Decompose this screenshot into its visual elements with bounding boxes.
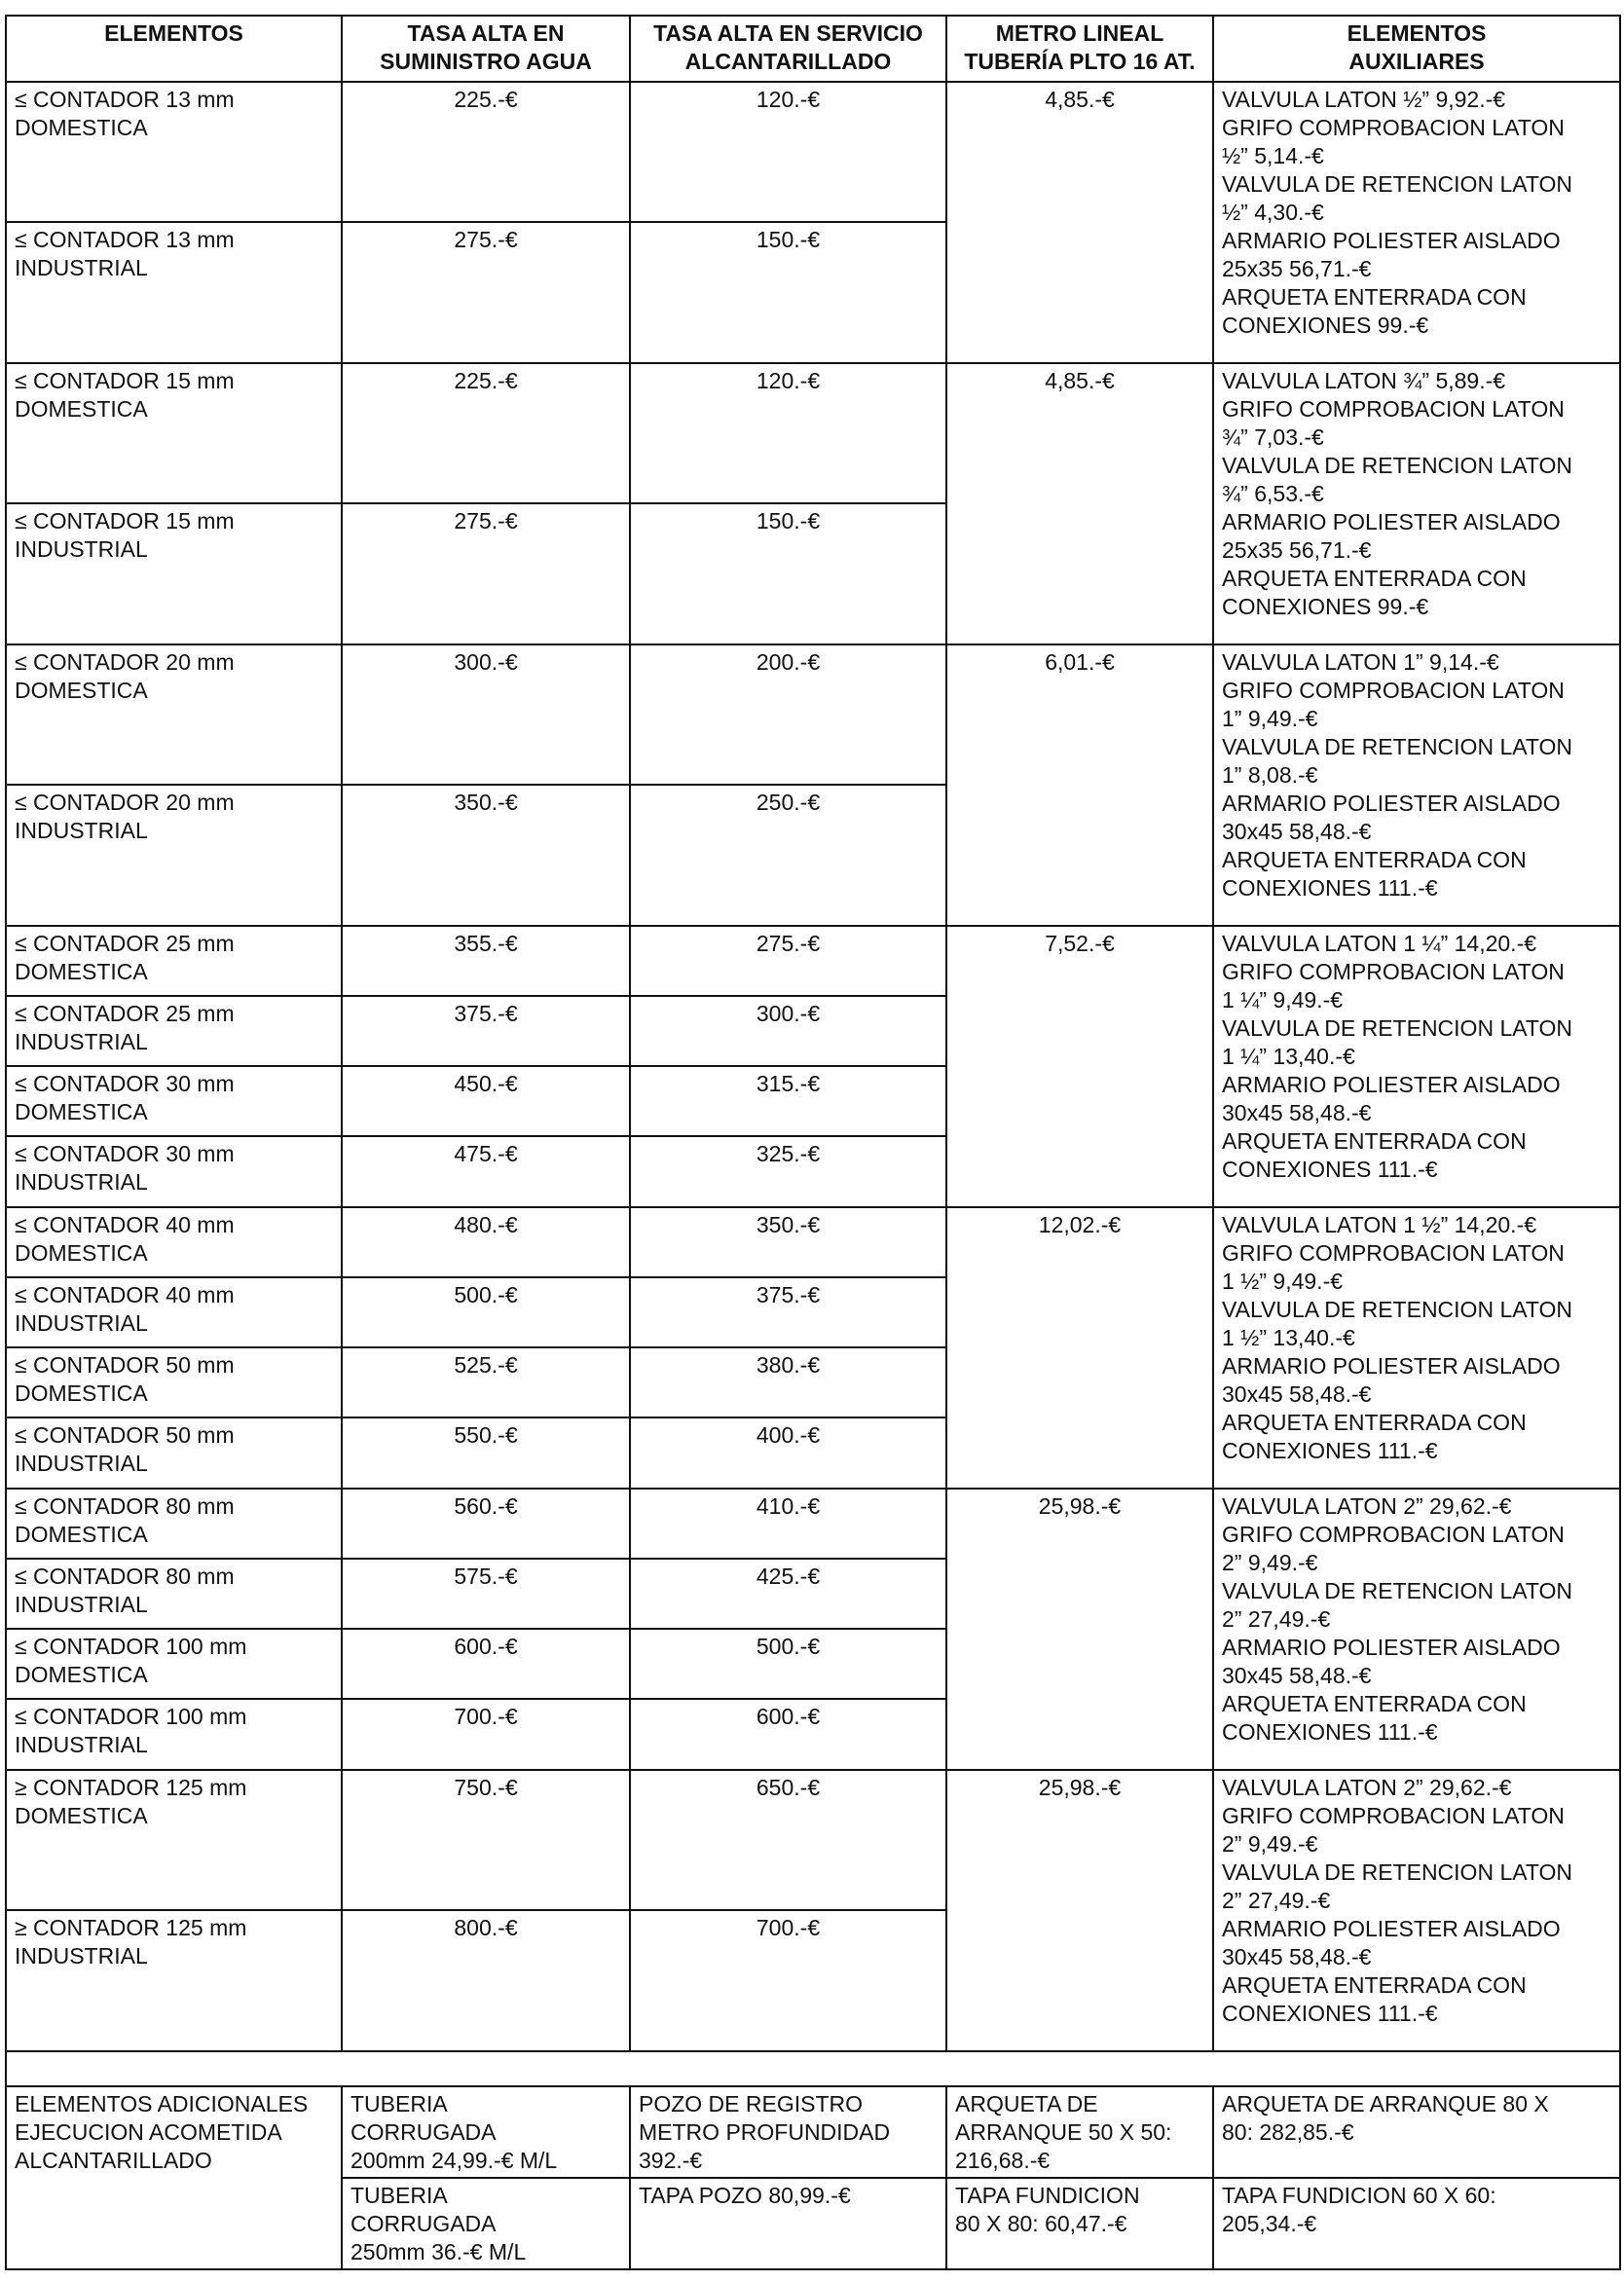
cell-suministro: 800.-€ [342, 1910, 630, 2051]
cell-elemento: ≤ CONTADOR 80 mm DOMESTICA [6, 1489, 342, 1559]
cell-elemento: ≤ CONTADOR 40 mm INDUSTRIAL [6, 1277, 342, 1347]
aux-item: ARQUETA ENTERRADA CON CONEXIONES 111.-€ [1222, 847, 1527, 901]
cell-auxiliares [1213, 1489, 1620, 1770]
tariff-table [5, 15, 1621, 2270]
cell-alcantarillado: 650.-€ [630, 1770, 946, 1910]
cell-alcantarillado: 325.-€ [630, 1136, 946, 1207]
cell-alcantarillado: 700.-€ [630, 1910, 946, 2051]
cell-suministro: 450.-€ [342, 1066, 630, 1136]
cell-suministro: 550.-€ [342, 1417, 630, 1489]
cell-elemento: ≤ CONTADOR 20 mm DOMESTICA [6, 644, 342, 785]
cell-metro-lineal: 4,85.-€ [946, 82, 1213, 363]
cell-adicional [630, 2086, 946, 2178]
cell-elemento: ≤ CONTADOR 25 mm INDUSTRIAL [6, 996, 342, 1066]
table-row [6, 1207, 1620, 1277]
cell-adicional [1213, 2086, 1620, 2178]
aux-item: ARQUETA ENTERRADA CON CONEXIONES 111.-€ [1222, 1410, 1527, 1463]
cell-metro-lineal: 6,01.-€ [946, 644, 1213, 926]
aux-item: GRIFO COMPROBACION LATON 1 ½” 9,49.-€ [1222, 1240, 1565, 1294]
cell-alcantarillado: 375.-€ [630, 1277, 946, 1347]
adicional-text: TUBERIA CORRUGADA 200mm 24,99.-€ M/L [351, 2091, 558, 2173]
cell-auxiliares [1213, 926, 1620, 1207]
cell-adicional [946, 2086, 1213, 2178]
adicional-text: TAPA FUNDICION 60 X 60: 205,34.-€ [1222, 2183, 1496, 2236]
aux-item: ARQUETA ENTERRADA CON CONEXIONES 111.-€ [1222, 1128, 1527, 1182]
table-row [6, 926, 1620, 996]
cell-alcantarillado: 400.-€ [630, 1417, 946, 1489]
aux-item: VALVULA DE RETENCION LATON ½” 4,30.-€ [1222, 171, 1573, 225]
aux-item: VALVULA DE RETENCION LATON 1” 8,08.-€ [1222, 734, 1573, 788]
aux-item: VALVULA LATON 1 ½” 14,20.-€ [1222, 1212, 1537, 1237]
aux-item: VALVULA DE RETENCION LATON 1 ½” 13,40.-€ [1222, 1297, 1573, 1350]
aux-item: ARQUETA ENTERRADA CON CONEXIONES 99.-€ [1222, 284, 1527, 338]
cell-metro-lineal: 4,85.-€ [946, 363, 1213, 644]
cell-adicional [342, 2086, 630, 2178]
cell-adicional [946, 2178, 1213, 2269]
cell-elemento: ≤ CONTADOR 20 mm INDUSTRIAL [6, 785, 342, 926]
cell-suministro: 560.-€ [342, 1489, 630, 1559]
aux-item: GRIFO COMPROBACION LATON 1” 9,49.-€ [1222, 678, 1565, 731]
cell-suministro: 500.-€ [342, 1277, 630, 1347]
aux-item: ARMARIO POLIESTER AISLADO 30x45 58,48.-€ [1222, 1072, 1561, 1125]
cell-alcantarillado: 350.-€ [630, 1207, 946, 1277]
cell-alcantarillado: 150.-€ [630, 222, 946, 363]
cell-adicional [630, 2178, 946, 2269]
cell-suministro: 300.-€ [342, 644, 630, 785]
cell-suministro: 475.-€ [342, 1136, 630, 1207]
adicional-text: ARQUETA DE ARRANQUE 50 X 50: 216,68.-€ [955, 2091, 1172, 2173]
cell-elemento: ≤ CONTADOR 30 mm DOMESTICA [6, 1066, 342, 1136]
cell-suministro: 355.-€ [342, 926, 630, 996]
table-row [6, 1770, 1620, 1910]
cell-suministro: 275.-€ [342, 222, 630, 363]
cell-elemento: ≥ CONTADOR 125 mm DOMESTICA [6, 1770, 342, 1910]
cell-elemento: ≤ CONTADOR 13 mm INDUSTRIAL [6, 222, 342, 363]
cell-alcantarillado: 275.-€ [630, 926, 946, 996]
cell-metro-lineal: 7,52.-€ [946, 926, 1213, 1207]
cell-auxiliares [1213, 1207, 1620, 1489]
aux-item: ARMARIO POLIESTER AISLADO 30x45 58,48.-€ [1222, 1916, 1561, 1969]
aux-item: VALVULA LATON 2” 29,62.-€ [1222, 1775, 1512, 1800]
cell-suministro: 525.-€ [342, 1347, 630, 1417]
cell-elemento: ≤ CONTADOR 80 mm INDUSTRIAL [6, 1559, 342, 1629]
aux-item: ARMARIO POLIESTER AISLADO 25x35 56,71.-€ [1222, 509, 1561, 563]
aux-item: VALVULA DE RETENCION LATON ¾” 6,53.-€ [1222, 453, 1573, 506]
cell-suministro: 700.-€ [342, 1699, 630, 1770]
cell-auxiliares [1213, 644, 1620, 926]
aux-item: ARMARIO POLIESTER AISLADO 30x45 58,48.-€ [1222, 1353, 1561, 1407]
cell-suministro: 575.-€ [342, 1559, 630, 1629]
table-row-adicionales [6, 2086, 1620, 2178]
cell-adicional [1213, 2178, 1620, 2269]
aux-item: VALVULA DE RETENCION LATON 2” 27,49.-€ [1222, 1578, 1573, 1632]
adicional-text: TAPA POZO 80,99.-€ [639, 2183, 851, 2208]
aux-item: ARMARIO POLIESTER AISLADO 25x35 56,71.-€ [1222, 228, 1561, 281]
cell-suministro: 350.-€ [342, 785, 630, 926]
aux-item: GRIFO COMPROBACION LATON 1 ¼” 9,49.-€ [1222, 959, 1565, 1012]
cell-alcantarillado: 120.-€ [630, 82, 946, 222]
cell-alcantarillado: 410.-€ [630, 1489, 946, 1559]
table-row [6, 644, 1620, 785]
aux-item: ARQUETA ENTERRADA CON CONEXIONES 99.-€ [1222, 566, 1527, 619]
cell-metro-lineal: 25,98.-€ [946, 1489, 1213, 1770]
cell-elemento: ≤ CONTADOR 100 mm INDUSTRIAL [6, 1699, 342, 1770]
cell-elemento: ≤ CONTADOR 50 mm INDUSTRIAL [6, 1417, 342, 1489]
aux-item: VALVULA DE RETENCION LATON 2” 27,49.-€ [1222, 1859, 1573, 1913]
aux-item: GRIFO COMPROBACION LATON 2” 9,49.-€ [1222, 1522, 1565, 1575]
header-suministro: TASA ALTA EN SUMINISTRO AGUA [342, 16, 630, 82]
cell-elemento: ≤ CONTADOR 100 mm DOMESTICA [6, 1629, 342, 1699]
cell-elemento: ≤ CONTADOR 13 mm DOMESTICA [6, 82, 342, 222]
aux-item: GRIFO COMPROBACION LATON ¾” 7,03.-€ [1222, 396, 1565, 450]
cell-alcantarillado: 315.-€ [630, 1066, 946, 1136]
cell-alcantarillado: 425.-€ [630, 1559, 946, 1629]
aux-item: VALVULA LATON ¾” 5,89.-€ [1222, 368, 1506, 393]
cell-suministro: 375.-€ [342, 996, 630, 1066]
cell-elemento: ≤ CONTADOR 30 mm INDUSTRIAL [6, 1136, 342, 1207]
cell-suministro: 225.-€ [342, 82, 630, 222]
table-row [6, 363, 1620, 503]
cell-metro-lineal: 12,02.-€ [946, 1207, 1213, 1489]
cell-alcantarillado: 380.-€ [630, 1347, 946, 1417]
cell-elemento: ≤ CONTADOR 25 mm DOMESTICA [6, 926, 342, 996]
aux-item: VALVULA LATON ½” 9,92.-€ [1222, 87, 1506, 112]
cell-suministro: 225.-€ [342, 363, 630, 503]
cell-adicionales-label [6, 2086, 342, 2269]
adicionales-label: ELEMENTOS ADICIONALES EJECUCION ACOMETIDA ALCANTARILLADO [15, 2091, 309, 2173]
cell-alcantarillado: 200.-€ [630, 644, 946, 785]
cell-elemento: ≤ CONTADOR 50 mm DOMESTICA [6, 1347, 342, 1417]
adicional-text: ARQUETA DE ARRANQUE 80 X 80: 282,85.-€ [1222, 2091, 1549, 2145]
cell-alcantarillado: 600.-€ [630, 1699, 946, 1770]
adicional-text: TAPA FUNDICION 80 X 80: 60,47.-€ [955, 2183, 1140, 2236]
cell-elemento: ≤ CONTADOR 15 mm INDUSTRIAL [6, 503, 342, 644]
cell-elemento: ≤ CONTADOR 40 mm DOMESTICA [6, 1207, 342, 1277]
aux-item: VALVULA DE RETENCION LATON 1 ¼” 13,40.-€ [1222, 1015, 1573, 1069]
tariff-body [6, 82, 1620, 2269]
cell-alcantarillado: 250.-€ [630, 785, 946, 926]
cell-auxiliares [1213, 363, 1620, 644]
cell-auxiliares [1213, 82, 1620, 363]
cell-metro-lineal: 25,98.-€ [946, 1770, 1213, 2051]
spacer-row [6, 2051, 1620, 2086]
aux-item: ARMARIO POLIESTER AISLADO 30x45 58,48.-€ [1222, 1635, 1561, 1688]
cell-alcantarillado: 300.-€ [630, 996, 946, 1066]
table-row [6, 82, 1620, 222]
aux-item: VALVULA LATON 1” 9,14.-€ [1222, 649, 1499, 675]
cell-auxiliares [1213, 1770, 1620, 2051]
adicional-text: POZO DE REGISTRO METRO PROFUNDIDAD 392.-€ [639, 2091, 891, 2173]
cell-elemento: ≥ CONTADOR 125 mm INDUSTRIAL [6, 1910, 342, 2051]
header-auxiliares: ELEMENTOS AUXILIARES [1213, 16, 1620, 82]
aux-item: VALVULA LATON 2” 29,62.-€ [1222, 1493, 1512, 1519]
cell-alcantarillado: 120.-€ [630, 363, 946, 503]
cell-suministro: 600.-€ [342, 1629, 630, 1699]
cell-alcantarillado: 150.-€ [630, 503, 946, 644]
spacer-cell [6, 2051, 1620, 2086]
header-alcantarillado: TASA ALTA EN SERVICIO ALCANTARILLADO [630, 16, 946, 82]
cell-elemento: ≤ CONTADOR 15 mm DOMESTICA [6, 363, 342, 503]
aux-item: ARQUETA ENTERRADA CON CONEXIONES 111.-€ [1222, 1691, 1527, 1745]
table-row [6, 1489, 1620, 1559]
aux-item: VALVULA LATON 1 ¼” 14,20.-€ [1222, 931, 1537, 956]
aux-item: ARQUETA ENTERRADA CON CONEXIONES 111.-€ [1222, 1972, 1527, 2026]
cell-suministro: 480.-€ [342, 1207, 630, 1277]
aux-item: GRIFO COMPROBACION LATON 2” 9,49.-€ [1222, 1803, 1565, 1857]
cell-alcantarillado: 500.-€ [630, 1629, 946, 1699]
header-elementos: ELEMENTOS [6, 16, 342, 82]
header-metro-lineal: METRO LINEAL TUBERÍA PLTO 16 AT. [946, 16, 1213, 82]
adicional-text: TUBERIA CORRUGADA 250mm 36.-€ M/L [351, 2183, 527, 2264]
header-row [6, 16, 1620, 82]
cell-suministro: 750.-€ [342, 1770, 630, 1910]
aux-item: GRIFO COMPROBACION LATON ½” 5,14.-€ [1222, 115, 1565, 168]
aux-item: ARMARIO POLIESTER AISLADO 30x45 58,48.-€ [1222, 791, 1561, 844]
cell-adicional [342, 2178, 630, 2269]
cell-suministro: 275.-€ [342, 503, 630, 644]
